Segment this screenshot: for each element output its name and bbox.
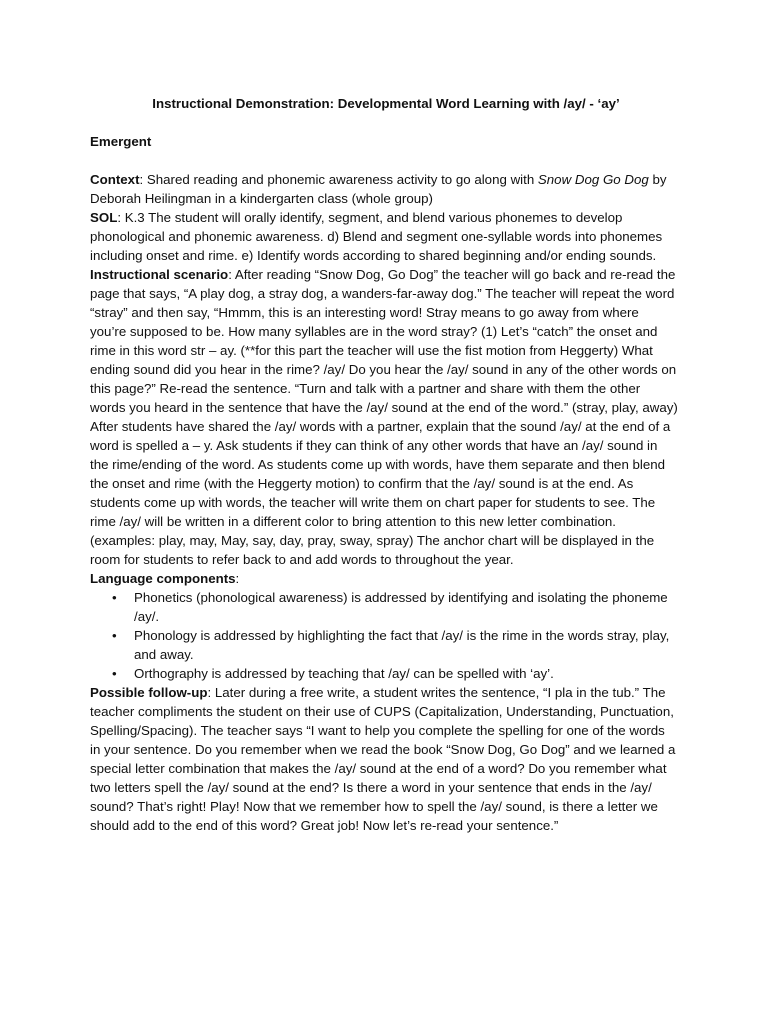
bullet-icon: • — [112, 628, 117, 643]
language-components-heading — [90, 569, 678, 588]
sol-label: SOL — [90, 210, 118, 225]
list-item-text: Phonology is addressed by highlighting the fact that /ay/ is the rime in the words stray, play, and away. — [134, 628, 670, 662]
book-title: Snow Dog Go Dog — [537, 172, 649, 187]
context-paragraph — [90, 170, 678, 208]
scenario-label: Instructional scenario — [90, 267, 229, 282]
list-item-text: Orthography is addressed by teaching that /ay/ can be spelled with ‘ay’. — [134, 666, 554, 681]
context-label: Context — [90, 172, 140, 187]
scenario-paragraph — [90, 265, 678, 569]
list-item — [112, 664, 678, 683]
sol-paragraph — [90, 208, 678, 265]
language-colon: : — [235, 571, 240, 586]
list-item-text: Phonetics (phonological awareness) is addressed by identifying and isolating the phoneme /ay/. — [134, 590, 668, 624]
followup-paragraph — [90, 683, 678, 835]
context-text-before: : Shared reading and phonemic awareness activity to go along with — [139, 172, 538, 187]
language-label: Language components — [90, 571, 236, 586]
followup-label: Possible follow-up — [90, 685, 208, 700]
list-item — [112, 626, 678, 664]
document-title: Instructional Demonstration: Developmental Word Learning with /ay/ - ‘ay’ — [152, 96, 620, 111]
followup-text: : Later during a free write, a student writes the sentence, “I pla in the tub.” The teacher compliments the student on their use of CUPS (Capitalization, Understanding, Punctuation, Spelling/Spacing). The teacher says “I want to help you complete the spelling for one of the words in your sentence. Do you remember when we read the book “Snow Dog, Go Dog” and we learned a special letter combination that makes the /ay/ sound at the end of a word? Do you remember what two letters spell the /ay/ sound at the end? Is there a word in your sentence that ends in the /ay/ sound? That’s right! Play! Now that we remember how to spell the /ay/ sound, is there a letter we should add to the end of this word? Great job! Now let’s re-read your sentence.” — [90, 685, 676, 833]
list-item — [112, 588, 678, 626]
scenario-text: : After reading “Snow Dog, Go Dog” the teacher will go back and re-read the page that says, “A play dog, a stray dog, a wanders-far-away dog.” The teacher will repeat the word “stray” and then say, “Hmmm, this is an interesting word! Stray means to go away from where you’re supposed to be. How many syllables are in the word stray? (1) Let’s “catch” the onset and rime in this word str – ay. (**for this part the teacher will use the fist motion from Heggerty) What ending sound did you hear in the rime? /ay/ Do you hear the /ay/ sound in any of the other words on this page?” Re-read the sentence. “Turn and talk with a partner and share with them the other words you heard in the sentence that have the /ay/ sound at the end of the word.” (stray, play, away) After students have shared the /ay/ words with a partner, explain that the sound /ay/ at the end of a word is spelled a – y. Ask students if they can think of any other words that have an /ay/ sound in the rime/ending of the word. As students come up with words, have them separate and then blend the onset and rime (with the Heggerty motion) to confirm that the /ay/ sound is at the end. As students come up with words, the teacher will write them on chart paper for students to see. The rime /ay/ will be written in a different color to bring attention to this new letter combination. (examples: play, may, May, say, day, pray, sway, spray) The anchor chart will be displayed in the room for students to refer back to and add words to throughout the year. — [90, 267, 678, 567]
context-text-after: by Deborah Heilingman in a kindergarten class (whole group) — [90, 172, 667, 206]
bullet-icon: • — [112, 666, 117, 681]
level-heading: Emergent — [90, 134, 152, 149]
bullet-icon: • — [112, 590, 117, 605]
language-components-list — [90, 588, 678, 683]
sol-text: : K.3 The student will orally identify, segment, and blend various phonemes to develop phonological and phonemic awareness. d) Blend and segment one-syllable words into phonemes including onset and rime. e) Identify words according to shared beginning and/or ending sounds. — [90, 210, 663, 263]
